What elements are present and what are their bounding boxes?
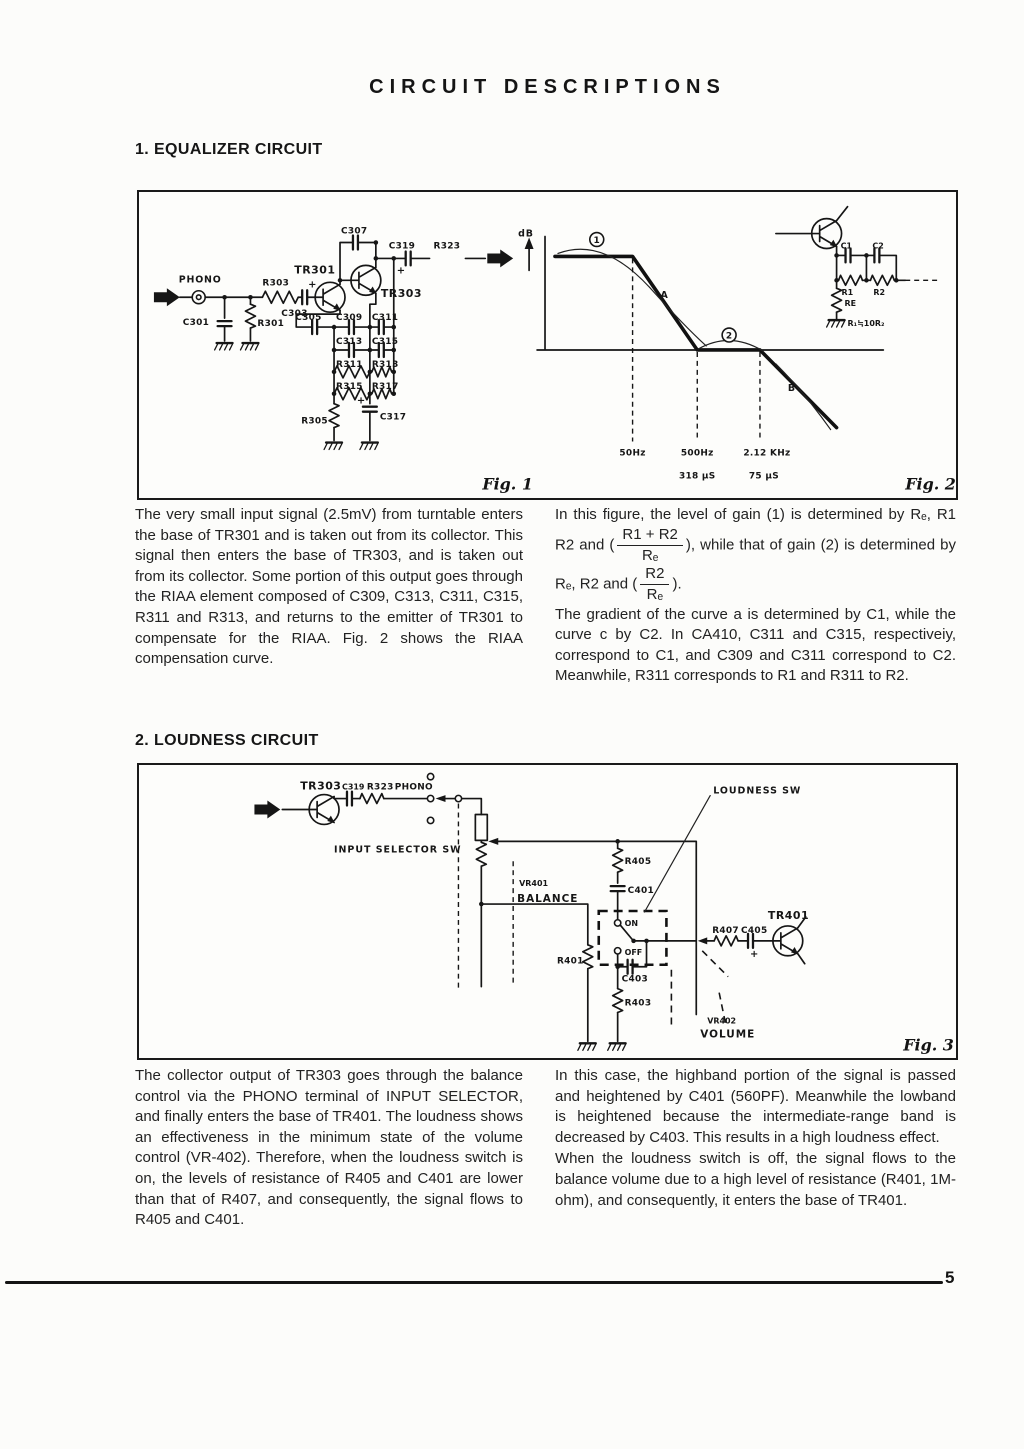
selector-contact-phono bbox=[427, 795, 433, 801]
tr303-label: TR303 bbox=[380, 287, 423, 301]
section1-right-paragraph-1 bbox=[555, 505, 956, 604]
c405-label: C405 bbox=[741, 925, 768, 936]
fraction-numerator: R1 + R2 bbox=[617, 526, 682, 546]
fig1-caption: Fig. 1 bbox=[482, 474, 533, 494]
c403-label: C403 bbox=[621, 974, 649, 985]
fig3-caption: Fig. 3 bbox=[903, 1035, 954, 1055]
r1-label: R1 bbox=[841, 288, 854, 298]
c301-label: C301 bbox=[182, 318, 210, 329]
ground-icon bbox=[324, 443, 342, 450]
vr402-dashed-links bbox=[671, 951, 728, 1027]
c317-plus: + bbox=[356, 395, 366, 407]
fig2-caption: Fig. 2 bbox=[905, 474, 956, 494]
gain2-label: 2 bbox=[725, 331, 733, 342]
ratio-note: R₁≒10R₂ bbox=[847, 319, 885, 329]
c401-label: C401 bbox=[627, 886, 655, 897]
resistor-r301 bbox=[245, 304, 255, 328]
r305-label: R305 bbox=[301, 416, 328, 427]
r401-label: R401 bbox=[556, 956, 584, 967]
fig3-loudness-schematic bbox=[254, 773, 809, 1050]
switch-off-label: OFF bbox=[624, 947, 643, 957]
r407-label: R407 bbox=[712, 925, 739, 936]
transistor-tr401-icon bbox=[773, 926, 803, 956]
resistor-re bbox=[832, 288, 842, 312]
input-selector-label: INPUT SELECTOR SW bbox=[334, 844, 462, 856]
c313-label: C313 bbox=[336, 337, 363, 348]
transistor-tr301-icon bbox=[315, 282, 345, 312]
tick-50hz: 50Hz bbox=[619, 448, 646, 459]
c317-label: C317 bbox=[379, 412, 407, 423]
gain-text-mid: ), while that of gain (2) is determined by Rₑ, R2 and ( bbox=[555, 536, 956, 593]
phono-label: PHONO bbox=[178, 274, 222, 286]
section2-right-paragraph-1: In this case, the highband portion of the signal is passed and heightened by C401 (560PF). Meanwhile the lowband is heightened because the intermediate-range band is decreased by C403. This results in a high loudness effect. bbox=[555, 1067, 956, 1146]
section1-left-paragraph: The very small input signal (2.5mV) from turntable enters the base of TR301 and is taken out from its collector. This signal then enters the base of TR303, and is taken out from its collector. Some portion of this output goes through the RIAA element composed of C309, C313, C311, C315, R311 and R313, and returns to the emitter of TR301 to compensate for the RIAA. Fig. 2 shows the RIAA compensation curve. bbox=[135, 506, 523, 668]
ground-icon bbox=[241, 343, 259, 350]
footer-rule bbox=[5, 1281, 943, 1284]
fraction-r2-re bbox=[640, 565, 669, 604]
volume-label: VOLUME bbox=[700, 1028, 756, 1041]
vr401-pot-body bbox=[475, 814, 487, 840]
capacitor-c403 bbox=[628, 960, 633, 974]
vr402-label: VR402 bbox=[707, 1016, 737, 1026]
c307-label: C307 bbox=[341, 226, 368, 237]
fig2-axes bbox=[529, 237, 886, 350]
tr401-label: TR401 bbox=[767, 908, 810, 922]
actual-curve-2 bbox=[650, 287, 707, 346]
resistor-r405 bbox=[613, 848, 623, 872]
r2-label: R2 bbox=[873, 288, 886, 298]
resistor-r401 bbox=[583, 945, 593, 969]
c303-plus: + bbox=[308, 279, 317, 291]
capacitor-c307 bbox=[353, 236, 358, 250]
r405-label: R405 bbox=[624, 857, 652, 868]
signal-in-arrow-icon bbox=[254, 801, 280, 819]
r403-label: R403 bbox=[624, 998, 652, 1009]
capacitor-c319 bbox=[347, 792, 352, 806]
r323-label: R323 bbox=[433, 241, 461, 252]
capacitor-c303 bbox=[302, 290, 307, 304]
db-axis-label: dB bbox=[518, 228, 534, 240]
phono-label: PHONO bbox=[394, 782, 433, 793]
c405-plus: + bbox=[750, 948, 759, 960]
capacitor-c317 bbox=[363, 407, 377, 412]
section2-right-paragraph-2: When the loudness switch is off, the signal flows to the balance volume due to a high level of resistance (R401, 1M-ohm), and consequently, it enters the base of TR401. bbox=[555, 1150, 956, 1209]
resistor-r305 bbox=[329, 404, 339, 428]
switch-on-label: ON bbox=[624, 918, 639, 928]
resistor-r323 bbox=[360, 794, 384, 804]
selector-contact bbox=[427, 817, 433, 823]
r311-label: R311 bbox=[336, 359, 363, 370]
resistor-r403 bbox=[613, 989, 623, 1013]
c309-label: C309 bbox=[336, 313, 363, 324]
c2-label: C2 bbox=[872, 241, 884, 251]
loudness-sw-label: LOUDNESS SW bbox=[713, 785, 802, 797]
c315-label: C315 bbox=[371, 337, 399, 348]
c1-label: C1 bbox=[840, 241, 852, 251]
capacitor-c319 bbox=[406, 251, 411, 265]
c319-label: C319 bbox=[388, 241, 416, 252]
fig3-drawing bbox=[139, 765, 956, 1058]
gain1-label: 1 bbox=[593, 235, 601, 246]
tc-75us: 75 µS bbox=[748, 471, 779, 482]
re-label: RE bbox=[844, 299, 857, 309]
gain-subcircuit bbox=[776, 207, 941, 328]
loudness-pointer-line bbox=[645, 796, 711, 912]
selector-contact bbox=[427, 773, 433, 779]
tick-2-12khz: 2.12 KHz bbox=[743, 448, 791, 459]
tr303-label: TR303 bbox=[300, 779, 342, 793]
capacitor-c301 bbox=[218, 321, 232, 326]
section2-left-paragraph: The collector output of TR303 goes through the balance control via the PHONO terminal of INPUT SELECTOR, and finally enters the base of TR401. The loudness shows an effectiveness in the minimum state of the volume control (VR-402). Therefore, when the loudness switch is on, the levels of resistance of R405 and C401 are lower than that of R407, and consequently, the signal flows to R405 and C401. bbox=[135, 1067, 523, 1229]
tr301-label: TR301 bbox=[294, 263, 336, 277]
signal-out-arrow-icon bbox=[487, 249, 513, 267]
figure-box-equalizer bbox=[137, 190, 958, 500]
section2-heading: 2. LOUDNESS CIRCUIT bbox=[135, 732, 319, 749]
vr401-label: VR401 bbox=[519, 879, 549, 889]
capacitor-c1 bbox=[846, 248, 851, 262]
fig3-wires bbox=[282, 797, 805, 1042]
selector-wiper-arrow-icon bbox=[436, 795, 446, 802]
capacitor-c405 bbox=[748, 934, 753, 948]
r313-label: R313 bbox=[371, 359, 399, 370]
slope-b-label: B bbox=[787, 382, 796, 394]
tc-318us: 318 µS bbox=[678, 471, 716, 482]
capacitor-c2 bbox=[874, 248, 879, 262]
transistor-tr303-icon bbox=[351, 265, 381, 295]
ground-icon bbox=[608, 1043, 626, 1050]
slope-a-label: A bbox=[660, 290, 669, 302]
gain-text-intro: In this figure, the level of gain (1) is determined by Rₑ, R1 R2 and ( bbox=[555, 506, 956, 554]
ground-icon bbox=[215, 343, 233, 350]
page-title: CIRCUIT DESCRIPTIONS bbox=[369, 76, 726, 98]
switch-on-contact bbox=[614, 920, 620, 926]
c303-label: C303 bbox=[281, 309, 308, 320]
fraction-numerator: R2 bbox=[640, 565, 669, 585]
tick-500hz: 500Hz bbox=[680, 448, 714, 459]
transistor-icon bbox=[812, 219, 842, 249]
section1-heading: 1. EQUALIZER CIRCUIT bbox=[135, 141, 323, 158]
r315-label: R315 bbox=[336, 381, 363, 392]
fraction-denominator: Rₑ bbox=[641, 546, 659, 564]
selector-pole-contact bbox=[455, 795, 461, 801]
fraction-denominator: Rₑ bbox=[646, 585, 664, 603]
r323-label: R323 bbox=[366, 782, 394, 793]
r317-label: R317 bbox=[371, 381, 399, 392]
c311-label: C311 bbox=[371, 313, 399, 324]
c305-label: C305 bbox=[295, 313, 322, 324]
vr401-pot-track bbox=[476, 842, 486, 866]
c319-label: C319 bbox=[342, 782, 365, 792]
r301-label: R301 bbox=[257, 319, 285, 330]
resistor-r407 bbox=[714, 936, 738, 946]
fraction-r1r2-re bbox=[617, 526, 682, 565]
capacitor-c401 bbox=[611, 886, 625, 891]
figure-box-loudness bbox=[137, 763, 958, 1060]
section1-right-paragraph-2: The gradient of the curve a is determined by C1, while the curve c by C2. In CA410, C311 and C315, respectiveiy, correspond to C1, and C309 and C311 correspond to C2. Meanwhile, R311 corresponds to R1 and R311 to R2. bbox=[555, 605, 956, 685]
vr401-wiper-arrow-icon bbox=[488, 838, 498, 845]
fig1-equalizer-schematic bbox=[154, 227, 513, 450]
subcircuit-wires bbox=[776, 207, 905, 319]
r303-label: R303 bbox=[262, 278, 290, 289]
gain-text-end: ). bbox=[672, 575, 682, 593]
ideal-curve bbox=[555, 256, 837, 427]
fig1-fig2-drawing bbox=[139, 192, 956, 498]
ground-icon bbox=[360, 443, 378, 450]
ground-icon bbox=[827, 320, 845, 327]
resistor-r303 bbox=[262, 291, 298, 303]
switch-off-contact bbox=[614, 948, 620, 954]
balance-label: BALANCE bbox=[517, 893, 579, 906]
ground-icon bbox=[578, 1043, 596, 1050]
resistor-r1 bbox=[839, 275, 863, 285]
vr402-wiper-arrow-icon bbox=[698, 937, 707, 944]
resistor-r2 bbox=[870, 275, 894, 285]
fig2-riaa-compensation-curve bbox=[518, 207, 941, 482]
c319-plus: + bbox=[396, 265, 406, 277]
page-number: 5 bbox=[945, 1268, 955, 1287]
signal-in-arrow-icon bbox=[154, 288, 180, 306]
